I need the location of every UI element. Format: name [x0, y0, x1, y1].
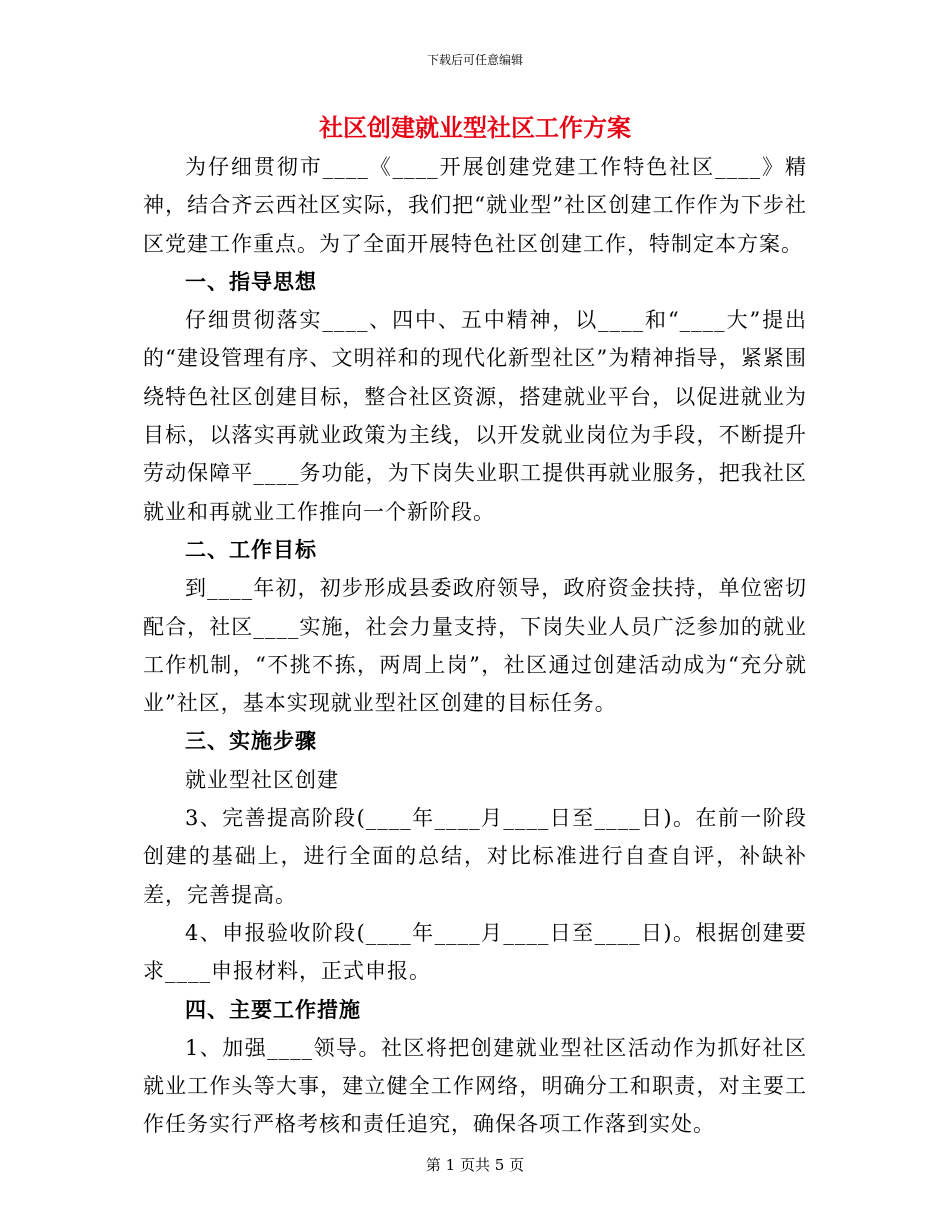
work-goals-paragraph: 到____年初，初步形成县委政府领导，政府资金扶持，单位密切配合，社区____实施，社会力量支持，下岗失业人员广泛参加的就业工作机制，“不挑不拣，两周上岗”，社区通过创建活动成为“充分就业”社区，基本实现就业型社区创建的目标任务。: [143, 576, 807, 716]
page-header-note: 下载后可任意编辑: [426, 53, 523, 67]
measure-1-paragraph: 1、加强____领导。社区将把创建就业型社区活动作为抓好社区就业工作头等大事，建立健全工作网络，明确分工和职责，对主要工作任务实行严格考核和责任追究，确保各项工作落到实处。: [143, 1035, 807, 1137]
document-title: 社区创建就业型社区工作方案: [319, 113, 631, 142]
section-heading-implementation-steps: 三、实施步骤: [185, 729, 317, 754]
step-4-paragraph: 4、申报验收阶段(____年____月____日至____日)。根据创建要求____申报材料，正式申报。: [143, 920, 807, 984]
page-number-footer: 第 1 页共 5 页: [425, 1156, 525, 1174]
implementation-subtitle: 就业型社区创建: [185, 767, 339, 792]
section-heading-guiding-ideology: 一、指导思想: [185, 269, 317, 294]
document-body: [143, 148, 807, 1144]
step-3-paragraph: 3、完善提高阶段(____年____月____日至____日)。在前一阶段创建的基础上，进行全面的总结，对比标准进行自查自评，补缺补差，完善提高。: [143, 806, 807, 907]
section-heading-work-goals: 二、工作目标: [185, 537, 317, 562]
guiding-ideology-paragraph: 仔细贯彻落实____、四中、五中精神，以____和“____大”提出的“建设管理有序、文明祥和的现代化新型社区”为精神指导，紧紧围绕特色社区创建目标，整合社区资源，搭建就业平台，以促进就业为目标，以落实再就业政策为主线，以开发就业岗位为手段，不断提升劳动保障平____务功能，为下岗失业职工提供再就业服务，把我社区就业和再就业工作推向一个新阶段。: [143, 308, 807, 524]
section-heading-main-measures: 四、主要工作措施: [185, 997, 361, 1022]
intro-paragraph: 为仔细贯彻市____《____开展创建党建工作特色社区____》精神，结合齐云西社区实际，我们把“就业型”社区创建工作作为下步社区党建工作重点。为了全面开展特色社区创建工作，特制定本方案。: [143, 155, 807, 256]
